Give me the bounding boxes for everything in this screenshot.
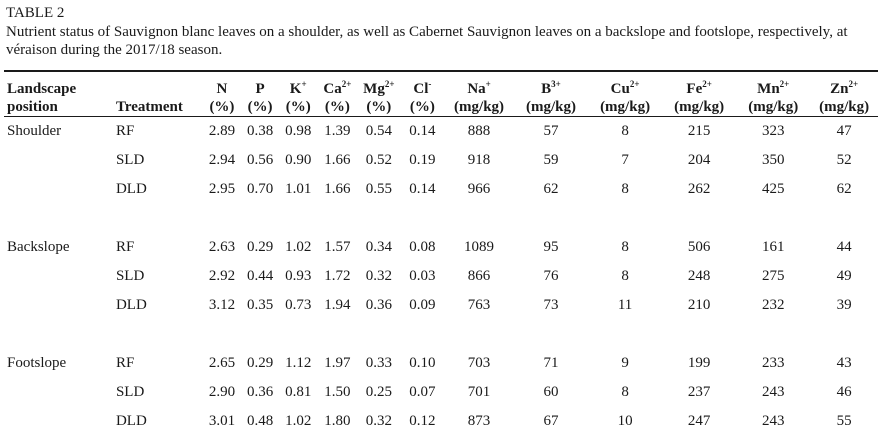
group-spacer (4, 320, 878, 349)
table-caption-text: Nutrient status of Sauvignon blanc leaves on a shoulder, as well as Cabernet Sauvignon leaves on a backslope and footslope, respectively, at véraison during the 2017/18 season. (6, 23, 848, 58)
value-cell-zn: 46 (836, 384, 852, 400)
value-cell-k: 1.02 (285, 413, 312, 429)
value-cell-ca: 1.66 (324, 181, 351, 197)
value-cell-fe: 247 (687, 413, 711, 429)
value-cell-ca: 1.50 (324, 384, 351, 400)
value-cell-mn: 323 (762, 123, 785, 139)
value-cell-mg: 0.33 (365, 355, 392, 371)
value-cell-fe: 215 (687, 123, 711, 139)
value-cell-zn: 47 (836, 123, 852, 139)
table-label: TABLE 2 (6, 5, 65, 21)
value-cell-na: 873 (467, 413, 491, 429)
value-cell-mg: 0.32 (365, 268, 392, 284)
value-cell-p: 0.35 (246, 297, 274, 313)
landscape-position-cell (4, 146, 113, 175)
value-cell-cl: 0.19 (409, 152, 436, 168)
value-cell-na: 1089 (464, 239, 495, 255)
value-cell-k: 0.73 (285, 297, 312, 313)
value-cell-cl: 0.03 (409, 268, 436, 284)
value-cell-mg: 0.34 (365, 239, 392, 255)
value-cell-mn: 275 (762, 268, 785, 284)
value-cell-k: 1.12 (285, 355, 312, 371)
header-nutrient-ca: $Ca^{2+}$ (%) (323, 79, 352, 115)
value-cell-n: 2.92 (208, 268, 236, 284)
treatment-cell: RF (115, 239, 135, 255)
value-cell-p: 0.70 (246, 181, 274, 197)
header-nutrient-mg: $Mg^{2+}$ (%) (363, 79, 395, 115)
value-cell-n: 2.65 (208, 355, 236, 371)
value-cell-zn: 39 (836, 297, 852, 313)
value-cell-zn: 44 (836, 239, 852, 255)
value-cell-na: 918 (467, 152, 491, 168)
value-cell-zn: 52 (836, 152, 852, 168)
value-cell-zn: 43 (836, 355, 852, 371)
value-cell-ca: 1.94 (324, 297, 351, 313)
value-cell-b: 95 (543, 239, 559, 255)
value-cell-n: 3.01 (208, 413, 236, 429)
value-cell-mn: 243 (762, 413, 785, 429)
value-cell-p: 0.36 (246, 384, 274, 400)
table-row (4, 349, 878, 378)
value-cell-cu: 8 (621, 239, 629, 255)
value-cell-cu: 8 (621, 181, 629, 197)
landscape-position-cell (4, 262, 113, 291)
header-nutrient-cu: $Cu^{2+}$ (mg/kg) (600, 79, 651, 115)
header-treatment: Treatment (115, 99, 183, 115)
value-cell-mn: 232 (762, 297, 785, 313)
landscape-position-cell: Shoulder (7, 123, 62, 139)
value-cell-n: 2.89 (208, 123, 236, 139)
value-cell-fe: 237 (687, 384, 711, 400)
value-cell-cu: 8 (621, 123, 629, 139)
value-cell-mn: 350 (762, 152, 785, 168)
value-cell-b: 62 (543, 181, 559, 197)
value-cell-cl: 0.12 (409, 413, 436, 429)
treatment-cell: SLD (115, 152, 145, 168)
value-cell-n: 2.95 (208, 181, 236, 197)
value-cell-p: 0.48 (246, 413, 274, 429)
value-cell-ca: 1.66 (324, 152, 351, 168)
header-landscape-position: Landscape position (7, 81, 77, 115)
table-header (4, 71, 878, 117)
table-caption (6, 4, 876, 60)
value-cell-cu: 11 (617, 297, 633, 313)
table-row (4, 262, 878, 291)
value-cell-mg: 0.54 (365, 123, 392, 139)
table-row (4, 233, 878, 262)
treatment-cell: SLD (115, 384, 145, 400)
value-cell-b: 67 (543, 413, 559, 429)
header-nutrient-p: P (%) (247, 81, 273, 115)
value-cell-fe: 210 (687, 297, 711, 313)
value-cell-na: 866 (467, 268, 491, 284)
value-cell-mn: 425 (762, 181, 785, 197)
value-cell-p: 0.38 (246, 123, 274, 139)
value-cell-k: 0.81 (285, 384, 312, 400)
value-cell-n: 2.63 (208, 239, 236, 255)
value-cell-b: 59 (543, 152, 559, 168)
value-cell-b: 76 (543, 268, 559, 284)
value-cell-cl: 0.10 (409, 355, 436, 371)
value-cell-na: 966 (467, 181, 491, 197)
value-cell-mg: 0.55 (365, 181, 392, 197)
value-cell-n: 3.12 (208, 297, 236, 313)
value-cell-na: 888 (467, 123, 491, 139)
header-nutrient-fe: $Fe^{2+}$ (mg/kg) (674, 79, 725, 115)
value-cell-mn: 161 (762, 239, 785, 255)
value-cell-p: 0.29 (246, 239, 274, 255)
table-row (4, 175, 878, 204)
table-row (4, 291, 878, 320)
value-cell-mg: 0.36 (365, 297, 392, 313)
value-cell-cu: 10 (617, 413, 633, 429)
value-cell-ca: 1.72 (324, 268, 351, 284)
value-cell-cl: 0.07 (409, 384, 436, 400)
value-cell-na: 763 (467, 297, 491, 313)
value-cell-mg: 0.25 (365, 384, 392, 400)
value-cell-fe: 262 (687, 181, 711, 197)
landscape-position-cell (4, 291, 113, 320)
value-cell-fe: 506 (687, 239, 711, 255)
table-row (4, 146, 878, 175)
header-nutrient-n: N (%) (209, 81, 235, 115)
value-cell-cl: 0.08 (409, 239, 436, 255)
value-cell-n: 2.94 (208, 152, 236, 168)
header-nutrient-cl: Cl- (%) (409, 79, 435, 115)
landscape-position-cell: Footslope (7, 355, 67, 371)
value-cell-zn: 62 (836, 181, 852, 197)
value-cell-cu: 7 (621, 152, 629, 168)
table-row (4, 378, 878, 407)
table-row (4, 117, 878, 147)
value-cell-fe: 204 (687, 152, 711, 168)
value-cell-b: 60 (543, 384, 559, 400)
value-cell-mg: 0.32 (365, 413, 392, 429)
treatment-cell: RF (115, 123, 135, 139)
value-cell-k: 0.98 (285, 123, 312, 139)
value-cell-p: 0.44 (246, 268, 274, 284)
header-nutrient-b: $B^{3+}$ (mg/kg) (525, 79, 576, 115)
value-cell-cu: 8 (621, 384, 629, 400)
value-cell-mg: 0.52 (365, 152, 392, 168)
value-cell-k: 1.01 (285, 181, 312, 197)
value-cell-zn: 55 (836, 413, 852, 429)
value-cell-k: 1.02 (285, 239, 312, 255)
value-cell-na: 703 (467, 355, 491, 371)
value-cell-ca: 1.97 (324, 355, 351, 371)
value-cell-k: 0.93 (285, 268, 312, 284)
table-row (4, 407, 878, 436)
header-nutrient-mn: $Mn^{2+}$ (mg/kg) (748, 79, 799, 115)
value-cell-cl: 0.14 (409, 123, 436, 139)
value-cell-ca: 1.39 (324, 123, 351, 139)
value-cell-ca: 1.80 (324, 413, 351, 429)
landscape-position-cell: Backslope (7, 239, 70, 255)
value-cell-ca: 1.57 (324, 239, 351, 255)
value-cell-mn: 243 (762, 384, 785, 400)
value-cell-cl: 0.09 (409, 297, 436, 313)
header-nutrient-zn: $Zn^{2+}$ (mg/kg) (819, 79, 870, 115)
landscape-position-cell (4, 175, 113, 204)
value-cell-k: 0.90 (285, 152, 312, 168)
value-cell-na: 701 (467, 384, 491, 400)
treatment-cell: DLD (115, 297, 147, 313)
value-cell-cl: 0.14 (409, 181, 436, 197)
landscape-position-cell (4, 378, 113, 407)
value-cell-cu: 8 (621, 268, 629, 284)
nutrient-table (4, 70, 878, 436)
value-cell-p: 0.56 (246, 152, 274, 168)
landscape-position-cell (4, 407, 113, 436)
value-cell-p: 0.29 (246, 355, 274, 371)
value-cell-cu: 9 (621, 355, 629, 371)
header-nutrient-na: Na+ (mg/kg) (454, 79, 505, 115)
value-cell-fe: 248 (687, 268, 711, 284)
value-cell-n: 2.90 (208, 384, 236, 400)
table-body (4, 117, 878, 437)
header-nutrient-k: K+ (%) (285, 79, 311, 115)
group-spacer (4, 204, 878, 233)
value-cell-b: 71 (543, 355, 559, 371)
value-cell-b: 73 (543, 297, 559, 313)
value-cell-fe: 199 (687, 355, 711, 371)
treatment-cell: DLD (115, 413, 147, 429)
value-cell-mn: 233 (762, 355, 785, 371)
value-cell-zn: 49 (836, 268, 852, 284)
value-cell-b: 57 (543, 123, 559, 139)
treatment-cell: DLD (115, 181, 147, 197)
treatment-cell: RF (115, 355, 135, 371)
treatment-cell: SLD (115, 268, 145, 284)
